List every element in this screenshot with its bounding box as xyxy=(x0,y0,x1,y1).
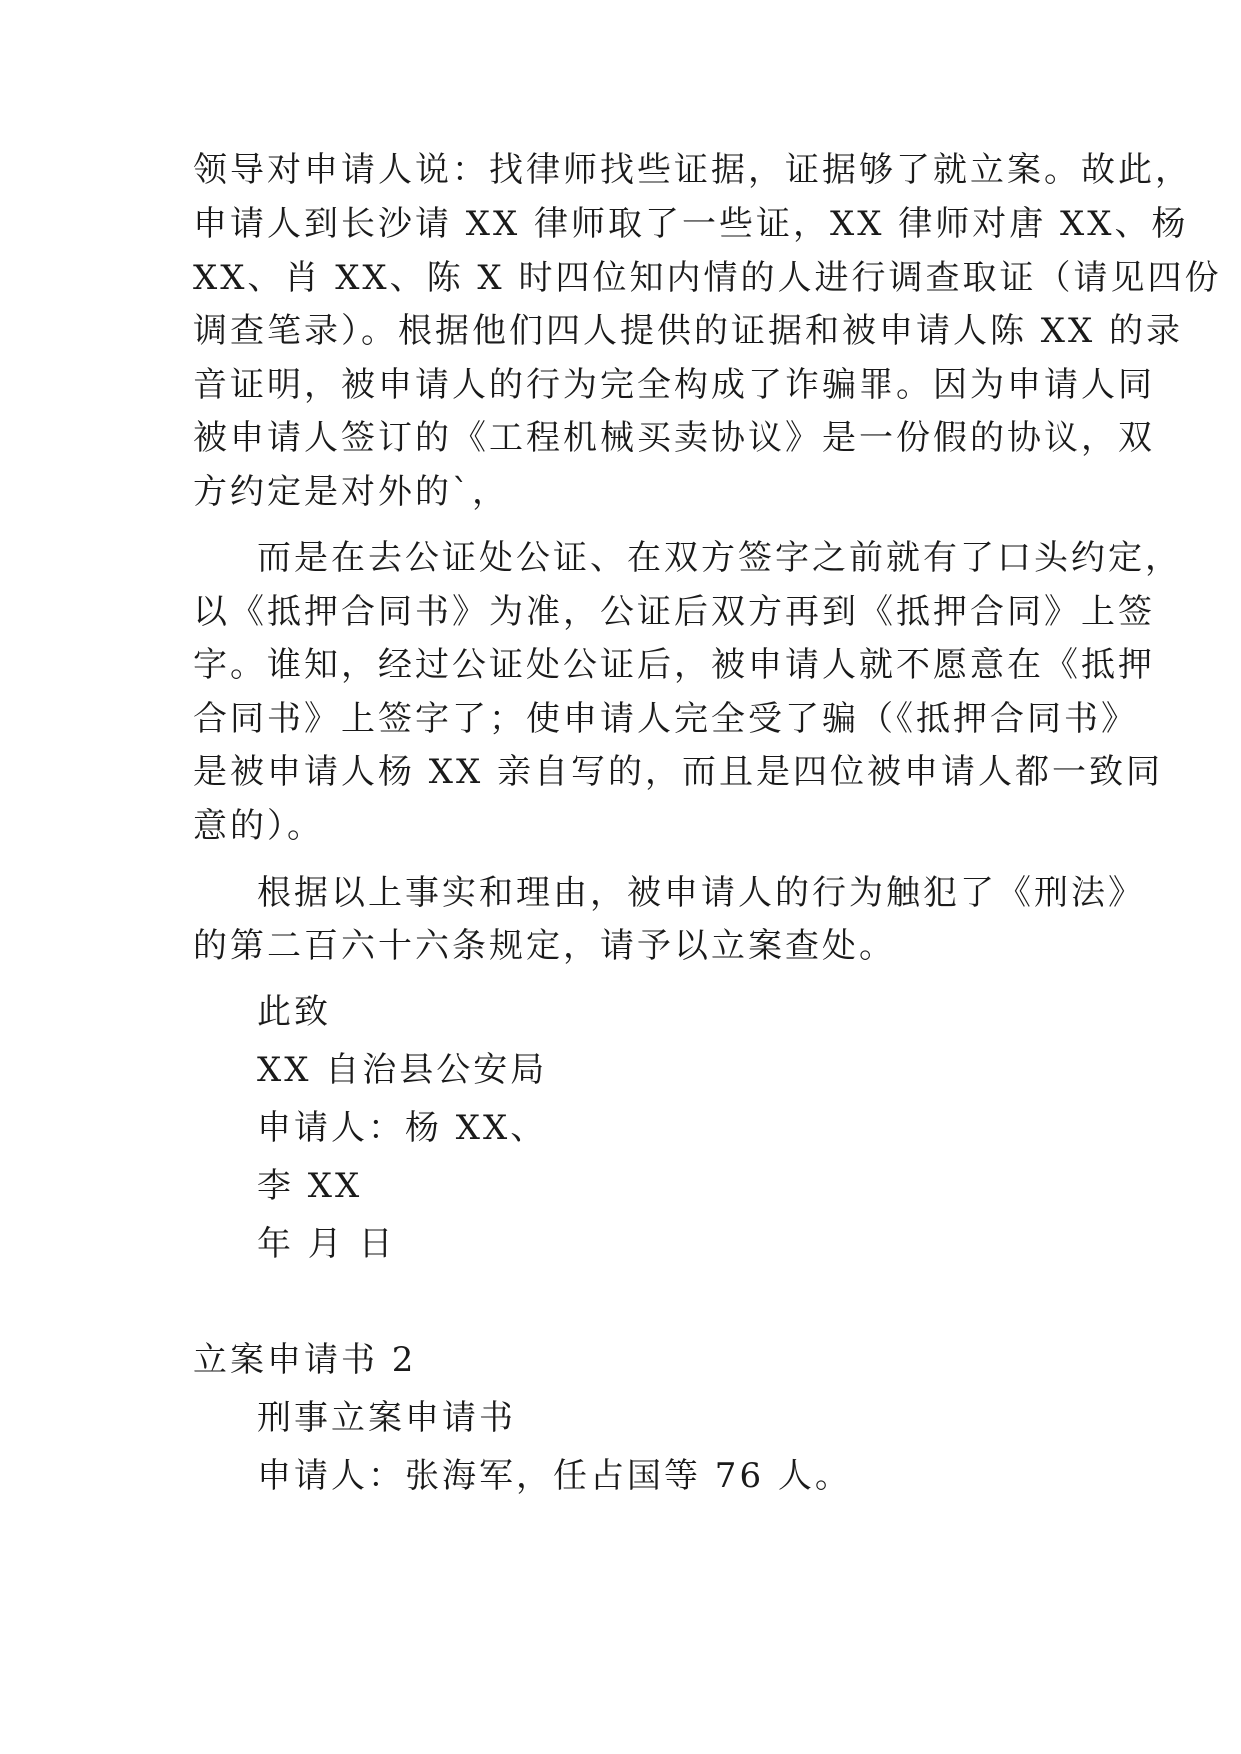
body-line-8: 而是在去公证处公证、在双方签字之前就有了口头约定， xyxy=(257,538,1182,578)
date-line: 年 月 日 xyxy=(257,1224,396,1264)
body-line-5: 音证明，被申请人的行为完全构成了诈骗罪。因为申请人同 xyxy=(193,365,1155,405)
salutation: 此致 xyxy=(257,992,331,1032)
body-line-2: 申请人到长沙请 XX 律师取了一些证，XX 律师对唐 XX、杨 xyxy=(193,204,1189,244)
recipient: XX 自治县公安局 xyxy=(257,1050,548,1090)
body-line-4: 调查笔录）。根据他们四人提供的证据和被申请人陈 XX 的录 xyxy=(193,311,1184,351)
body-line-1: 领导对申请人说：找律师找些证据，证据够了就立案。故此， xyxy=(193,150,1192,190)
body-line-7: 方约定是对外的`， xyxy=(193,472,509,512)
document-title: 刑事立案申请书 xyxy=(257,1398,516,1438)
body-line-12: 是被申请人杨 XX 亲自写的，而且是四位被申请人都一致同 xyxy=(193,752,1164,792)
body-line-15: 的第二百六十六条规定，请予以立案查处。 xyxy=(193,926,896,966)
body-line-10: 字。谁知，经过公证处公证后，被申请人就不愿意在《抵押 xyxy=(193,645,1155,685)
body-line-9: 以《抵押合同书》为准，公证后双方再到《抵押合同》上签 xyxy=(193,592,1155,632)
body-line-3: XX、肖 XX、陈 X 时四位知内情的人进行调查取证（请见四份 xyxy=(193,258,1222,298)
body-line-14: 根据以上事实和理由，被申请人的行为触犯了《刑法》 xyxy=(257,873,1145,913)
applicant-signature-1: 申请人：杨 XX、 xyxy=(257,1108,548,1148)
applicant-signature-2: 李 XX xyxy=(257,1166,363,1206)
body-line-11: 合同书》上签字了；使申请人完全受了骗（《抵押合同书》 xyxy=(193,699,1138,739)
body-line-13: 意的）。 xyxy=(193,806,324,846)
section-title: 立案申请书 2 xyxy=(193,1340,417,1380)
applicant-line: 申请人：张海军，任占国等 76 人。 xyxy=(257,1456,852,1496)
body-line-6: 被申请人签订的《工程机械买卖协议》是一份假的协议，双 xyxy=(193,418,1155,458)
